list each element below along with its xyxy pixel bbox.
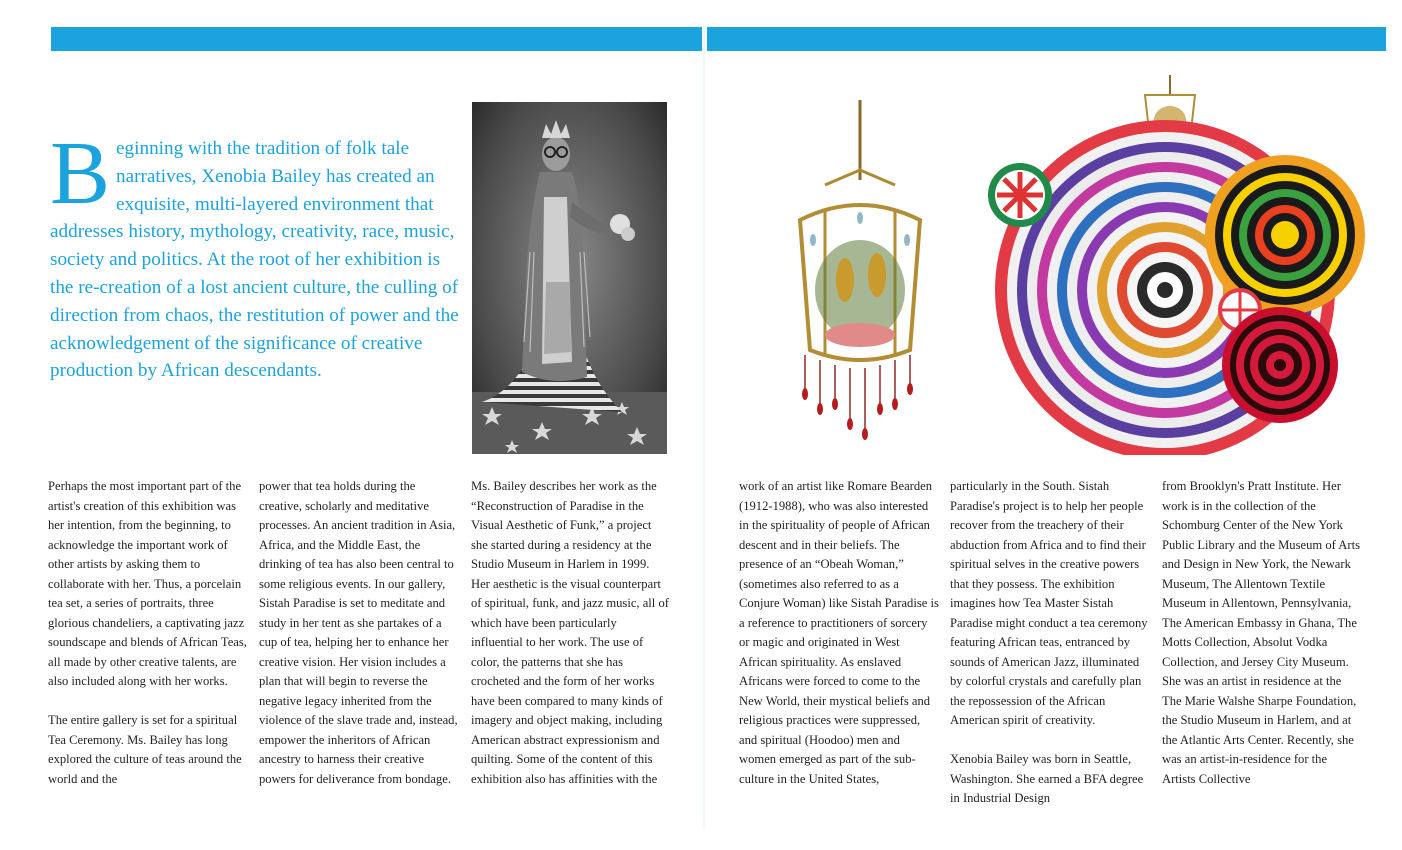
chandelier-artwork — [785, 100, 935, 450]
intro-paragraph — [50, 124, 460, 385]
crochet-illustration — [985, 75, 1385, 455]
body-paragraph: particularly in the South. Sistah Paradise's project is to help her people recover from the treachery of their abduction from Africa and to find their spiritual selves in the creative powers that they possess. The exhibition imagines how Tea Master Sistah Paradise might conduct a tea ceremony featuring African teas, entranced by sounds of American Jazz, illuminated by colorful crystals and carefully plan the repossession of the African American spirit of creativity. — [950, 479, 1148, 727]
chandelier-illustration — [785, 100, 935, 450]
body-paragraph: from Brooklyn's Pratt Institute. Her work is in the collection of the Schomburg Center of the New York Public Library and the Museum of Arts and Design in New York, the Newark Museum, The Allentown Textile Museum in Allentown, Pennsylvania, The American Embassy in Ghana, The Motts Collection, Absolut Vodka Collection, and Jersey City Museum. She was an artist in residence at the The Marie Walshe Sharpe Foundation, the Studio Museum in Harlem, and at the Atlantic Arts Center. Recently, she was an artist-in-residence for the Artists Collective — [1162, 479, 1360, 786]
crochet-circles-artwork — [985, 75, 1385, 455]
portrait-illustration — [472, 102, 667, 454]
body-column-3 — [471, 477, 671, 789]
intro-text: eginning with the tradition of folk tale narratives, Xenobia Bailey has created an exquisite, multi-layered environment that addresses history, mythology, creativity, race, music, society and politics. At the root of her exhibition is the re-creation of a lost ancient culture, the culling of direction from chaos, the restitution of power and the acknowledgement of the significance of creative production by African descendants. — [50, 138, 459, 382]
body-paragraph: The entire gallery is set for a spiritual Tea Ceremony. Ms. Bailey has long explored the culture of teas around the world and the — [48, 713, 242, 786]
body-column-6 — [1162, 477, 1362, 789]
body-paragraph: power that tea holds during the creative, scholarly and meditative processes. An ancient tradition in Asia, Africa, and the Middle East, the drinking of tea has also been central to some religious events. In our gallery, Sistah Paradise is set to meditate and study in her tent as she partakes of a cup of tea, helping her to enhance her creative vision. Her vision includes a plan that will begin to reverse the negative legacy inherited from the violence of the slave trade and, instead, empower the inheritors of African ancestry to harness their creative powers for deliverance from bondage. — [259, 479, 458, 786]
body-column-5 — [950, 477, 1150, 809]
body-column-1 — [48, 477, 248, 789]
drop-cap: B — [50, 124, 111, 223]
body-paragraph: Xenobia Bailey was born in Seattle, Washington. She earned a BFA degree in Industrial Design — [950, 752, 1144, 805]
header-color-bar-right — [707, 27, 1386, 51]
body-column-2 — [259, 477, 459, 789]
artist-portrait-photo — [472, 102, 667, 454]
body-paragraph: Perhaps the most important part of the artist's creation of this exhibition was her intention, from the beginning, to acknowledge the important work of other artists by asking them to collaborate with her. Thus, a porcelain tea set, a series of portraits, three glorious chandeliers, a captivating jazz soundscape and blends of African Teas, all made by other creative talents, are also included along with her works. — [48, 479, 247, 688]
body-paragraph: work of an artist like Romare Bearden (1912-1988), who was also interested in the spirituality of people of African descent and in their beliefs. The presence of an “Obeah Woman,” (sometimes also referred to as a Conjure Woman) like Sistah Paradise is a reference to practitioners of sorcery or magic and originated in West African spirituality. As enslaved Africans were forced to come to the New World, their mystical beliefs and religious practices were suppressed, and spiritual (Hoodoo) men and women emerged as part of the sub-culture in the United States, — [739, 479, 939, 786]
header-color-bar-left — [51, 27, 702, 51]
page-gutter — [703, 27, 705, 827]
body-column-4 — [739, 477, 939, 789]
body-paragraph: Ms. Bailey describes her work as the “Reconstruction of Paradise in the Visual Aesthetic of Funk,” a project she started during a residency at the Studio Museum in Harlem in 1999. Her aesthetic is the visual counterpart of spiritual, funk, and jazz music, all of which have been particularly influential to her work. The use of color, the patterns that she has crocheted and the form of her works have been compared to many kinds of imagery and object making, including American abstract expressionism and quilting. Some of the content of this exhibition also has affinities with the — [471, 479, 669, 786]
